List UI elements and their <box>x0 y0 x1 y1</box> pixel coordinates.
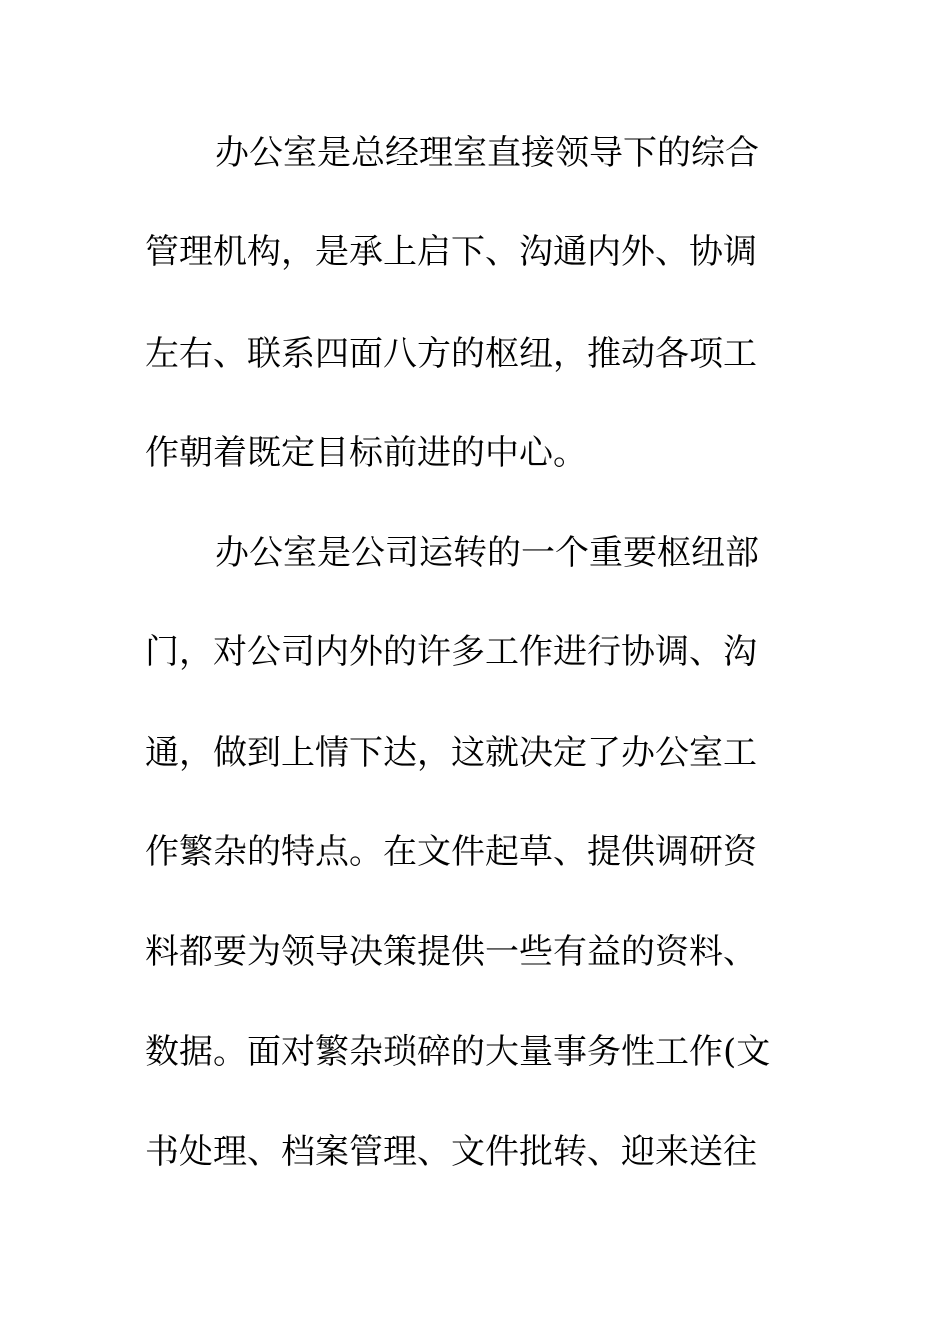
paragraph-2-line-2: 门，对公司内外的许多工作进行协调、沟 <box>145 632 757 672</box>
paragraph-1-line-3: 左右、联系四面八方的枢纽，推动各项工 <box>145 334 757 374</box>
paragraph-2-line-6: 数据。面对繁杂琐碎的大量事务性工作(文 <box>145 1032 771 1072</box>
paragraph-2-line-3: 通，做到上情下达，这就决定了办公室工 <box>145 733 757 773</box>
paragraph-2-line-5: 料都要为领导决策提供一些有益的资料、 <box>145 932 757 972</box>
paragraph-2-line-7: 书处理、档案管理、文件批转、迎来送往 <box>145 1132 757 1172</box>
paragraph-1-line-1: 办公室是总经理室直接领导下的综合 <box>215 133 759 173</box>
paragraph-1-line-4: 作朝着既定目标前进的中心。 <box>145 433 587 473</box>
paragraph-2-line-1: 办公室是公司运转的一个重要枢纽部 <box>215 533 759 573</box>
paragraph-1-line-2: 管理机构，是承上启下、沟通内外、协调 <box>145 232 757 272</box>
paragraph-2-line-4: 作繁杂的特点。在文件起草、提供调研资 <box>145 832 757 872</box>
